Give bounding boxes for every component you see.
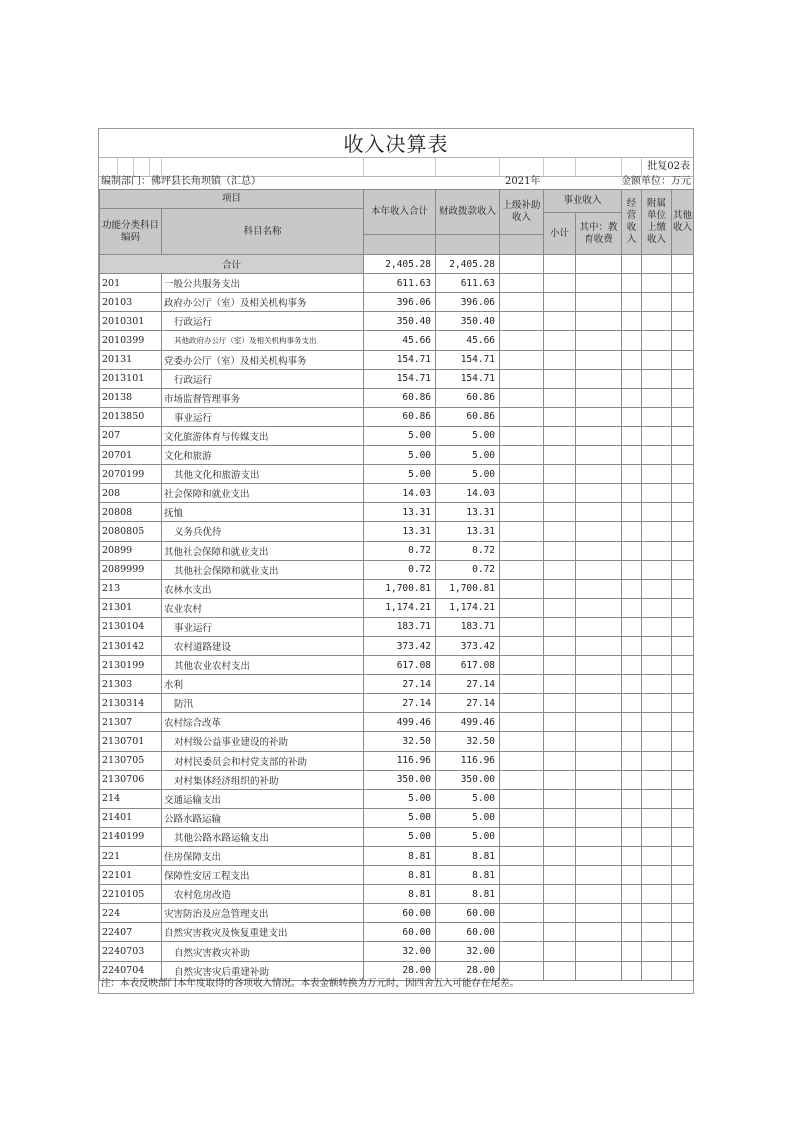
row-fiscal: 499.46: [436, 713, 500, 732]
row-total: 5.00: [364, 789, 436, 808]
table-row: [100, 866, 694, 885]
row-subject-name: 义务兵优待: [162, 522, 364, 541]
table-row: [100, 694, 694, 713]
row-fiscal: 60.86: [436, 388, 500, 407]
row-code: 2013101: [100, 369, 162, 388]
row-fiscal: 60.00: [436, 923, 500, 942]
row-total: 154.71: [364, 369, 436, 388]
row-fiscal: 5.00: [436, 827, 500, 846]
row-code: 22101: [100, 866, 162, 885]
row-total: 5.00: [364, 426, 436, 445]
page-title: 收入决算表: [343, 132, 449, 156]
row-subject-name: 一般公共服务支出: [162, 274, 364, 293]
table-row: [100, 713, 694, 732]
info-row: [99, 175, 693, 189]
row-code: 224: [100, 904, 162, 923]
table-row: [100, 293, 694, 312]
row-subject-name: 政府办公厅（室）及相关机构事务: [162, 293, 364, 312]
table-row: [100, 808, 694, 827]
row-subject-name: 交通运输支出: [162, 789, 364, 808]
row-fiscal: 32.50: [436, 732, 500, 751]
table-row: [100, 446, 694, 465]
row-subject-name: 其他政府办公厅（室）及相关机构事务支出: [162, 331, 364, 350]
row-total: 27.14: [364, 675, 436, 694]
table-row: [100, 426, 694, 445]
row-subject-name: 事业运行: [162, 407, 364, 426]
row-code: 2130705: [100, 751, 162, 770]
table-row: [100, 369, 694, 388]
row-subject-name: 抚恤: [162, 503, 364, 522]
row-total: 32.00: [364, 942, 436, 961]
row-fiscal: 611.63: [436, 274, 500, 293]
table-row: [100, 617, 694, 636]
row-code: 2013850: [100, 407, 162, 426]
total-label: 合计: [100, 255, 364, 274]
total-fiscal: 2,405.28: [436, 255, 500, 274]
row-subject-name: 农村综合改革: [162, 713, 364, 732]
row-total: 60.86: [364, 388, 436, 407]
row-fiscal: 60.86: [436, 407, 500, 426]
department-label: 编制部门：佛坪县长角坝镇（汇总）: [101, 176, 261, 187]
row-fiscal: 32.00: [436, 942, 500, 961]
row-total: 13.31: [364, 522, 436, 541]
row-total: 499.46: [364, 713, 436, 732]
row-code: 20103: [100, 293, 162, 312]
row-fiscal: 8.81: [436, 866, 500, 885]
row-total: 5.00: [364, 446, 436, 465]
row-fiscal: 5.00: [436, 789, 500, 808]
row-code: 20701: [100, 446, 162, 465]
table-row: [100, 312, 694, 331]
unit-label: 金额单位：万元: [621, 176, 691, 187]
row-subject-name: 保障性安居工程支出: [162, 866, 364, 885]
row-total: 5.00: [364, 808, 436, 827]
table-row: [100, 541, 694, 560]
row-code: 20808: [100, 503, 162, 522]
table-row: [100, 847, 694, 866]
table-row: [100, 942, 694, 961]
row-fiscal: 45.66: [436, 331, 500, 350]
row-code: 213: [100, 579, 162, 598]
row-fiscal: 154.71: [436, 369, 500, 388]
footnote: 注：本表反映部门本年度取得的各项收入情况。本表金额转换为万元时，因四舍五入可能存在尾差。: [101, 978, 520, 989]
row-total: 154.71: [364, 350, 436, 369]
table-row: [100, 388, 694, 407]
table-row: [100, 274, 694, 293]
row-subject-name: 灾害防治及应急管理支出: [162, 904, 364, 923]
row-code: 20899: [100, 541, 162, 560]
table-row: [100, 503, 694, 522]
table-row: [100, 331, 694, 350]
row-subject-name: 文化和旅游: [162, 446, 364, 465]
header-operating: 经营收入: [622, 190, 642, 255]
row-fiscal: 1,174.21: [436, 598, 500, 617]
row-code: 21401: [100, 808, 162, 827]
row-code: 2080805: [100, 522, 162, 541]
row-total: 8.81: [364, 847, 436, 866]
row-fiscal: 0.72: [436, 541, 500, 560]
row-fiscal: 60.00: [436, 904, 500, 923]
row-total: 617.08: [364, 656, 436, 675]
row-fiscal: 13.31: [436, 522, 500, 541]
row-subject-name: 防汛: [162, 694, 364, 713]
row-total: 60.00: [364, 904, 436, 923]
row-total: 32.50: [364, 732, 436, 751]
row-subject-name: 对村集体经济组织的补助: [162, 770, 364, 789]
row-total: 28.00: [364, 961, 436, 980]
row-fiscal: 373.42: [436, 636, 500, 655]
row-total: 14.03: [364, 484, 436, 503]
row-code: 207: [100, 426, 162, 445]
table-row: [100, 789, 694, 808]
header-business: 事业收入: [544, 190, 622, 213]
row-fiscal: 116.96: [436, 751, 500, 770]
row-subject-name: 行政运行: [162, 312, 364, 331]
row-code: 20138: [100, 388, 162, 407]
row-total: 45.66: [364, 331, 436, 350]
header-total: 本年收入合计: [364, 190, 436, 235]
row-total: 0.72: [364, 541, 436, 560]
row-subject-name: 市场监督管理事务: [162, 388, 364, 407]
row-code: 2140199: [100, 827, 162, 846]
row-total: 611.63: [364, 274, 436, 293]
row-code: 221: [100, 847, 162, 866]
row-subject-name: 其他文化和旅游支出: [162, 465, 364, 484]
year-label: 2021年: [505, 176, 541, 187]
row-total: 373.42: [364, 636, 436, 655]
row-total: 8.81: [364, 885, 436, 904]
row-fiscal: 13.31: [436, 503, 500, 522]
header-fiscal: 财政拨款收入: [436, 190, 500, 235]
header-other: 其他收入: [672, 190, 694, 255]
row-fiscal: 8.81: [436, 847, 500, 866]
row-subject-name: 农村危房改造: [162, 885, 364, 904]
row-total: 13.31: [364, 503, 436, 522]
row-total: 1,174.21: [364, 598, 436, 617]
table-row: [100, 885, 694, 904]
row-total: 396.06: [364, 293, 436, 312]
row-subject-name: 党委办公厅（室）及相关机构事务: [162, 350, 364, 369]
row-fiscal: 14.03: [436, 484, 500, 503]
row-code: 208: [100, 484, 162, 503]
header-subtotal: 小计: [544, 213, 576, 255]
row-total: 5.00: [364, 827, 436, 846]
row-subject-name: 自然灾害救灾补助: [162, 942, 364, 961]
form-code-row: [99, 157, 693, 177]
header-superior: 上级补助收入: [500, 190, 544, 235]
row-fiscal: 350.00: [436, 770, 500, 789]
total-amount: 2,405.28: [364, 255, 436, 274]
table-row: [100, 636, 694, 655]
row-code: 214: [100, 789, 162, 808]
row-fiscal: 396.06: [436, 293, 500, 312]
row-subject-name: 文化旅游体育与传媒支出: [162, 426, 364, 445]
row-fiscal: 183.71: [436, 617, 500, 636]
row-code: 2130104: [100, 617, 162, 636]
row-code: 21301: [100, 598, 162, 617]
header-subject: 科目名称: [162, 209, 364, 255]
table-row: [100, 675, 694, 694]
row-total: 183.71: [364, 617, 436, 636]
row-fiscal: 5.00: [436, 465, 500, 484]
row-subject-name: 其他公路水路运输支出: [162, 827, 364, 846]
table-row: [100, 904, 694, 923]
row-fiscal: 154.71: [436, 350, 500, 369]
table-row: [100, 407, 694, 426]
row-subject-name: 公路水路运输: [162, 808, 364, 827]
row-code: 2070199: [100, 465, 162, 484]
row-fiscal: 5.00: [436, 426, 500, 445]
row-code: 201: [100, 274, 162, 293]
row-subject-name: 其他社会保障和就业支出: [162, 560, 364, 579]
row-subject-name: 其他社会保障和就业支出: [162, 541, 364, 560]
table-row: [100, 350, 694, 369]
header-edu: 其中：教育收费: [576, 213, 622, 255]
row-total: 0.72: [364, 560, 436, 579]
table-header: [100, 190, 694, 255]
row-code: 2089999: [100, 560, 162, 579]
row-subject-name: 社会保障和就业支出: [162, 484, 364, 503]
row-total: 8.81: [364, 866, 436, 885]
table-row: [100, 751, 694, 770]
row-total: 116.96: [364, 751, 436, 770]
row-total: 5.00: [364, 465, 436, 484]
row-subject-name: 住房保障支出: [162, 847, 364, 866]
row-subject-name: 事业运行: [162, 617, 364, 636]
table-row: [100, 732, 694, 751]
row-fiscal: 1,700.81: [436, 579, 500, 598]
row-total: 350.40: [364, 312, 436, 331]
table-row: [100, 560, 694, 579]
table-row: [100, 579, 694, 598]
row-fiscal: 0.72: [436, 560, 500, 579]
row-subject-name: 行政运行: [162, 369, 364, 388]
row-total: 27.14: [364, 694, 436, 713]
row-subject-name: 农村道路建设: [162, 636, 364, 655]
row-total: 350.00: [364, 770, 436, 789]
row-code: 21307: [100, 713, 162, 732]
table-row: [100, 827, 694, 846]
row-subject-name: 对村民委员会和村党支部的补助: [162, 751, 364, 770]
row-code: 2130314: [100, 694, 162, 713]
row-total: 60.00: [364, 923, 436, 942]
table-row: [100, 770, 694, 789]
row-subject-name: 水利: [162, 675, 364, 694]
table-row: [100, 598, 694, 617]
row-code: 2130706: [100, 770, 162, 789]
row-fiscal: 5.00: [436, 446, 500, 465]
header-affiliated: 附属单位上缴收入: [642, 190, 672, 255]
form-number: 批复02表: [647, 161, 690, 172]
header-func-code: 功能分类科目编码: [100, 209, 162, 255]
table-row: [100, 465, 694, 484]
row-code: 2130701: [100, 732, 162, 751]
table-row: [100, 923, 694, 942]
table-row: [100, 656, 694, 675]
row-subject-name: 自然灾害救灾及恢复重建支出: [162, 923, 364, 942]
row-code: 2130142: [100, 636, 162, 655]
income-statement-sheet: [98, 128, 694, 994]
table-row: [100, 484, 694, 503]
row-code: 20131: [100, 350, 162, 369]
row-total: 1,700.81: [364, 579, 436, 598]
row-subject-name: 农林水支出: [162, 579, 364, 598]
row-total: 60.86: [364, 407, 436, 426]
row-fiscal: 8.81: [436, 885, 500, 904]
row-code: 2240704: [100, 961, 162, 980]
row-code: 21303: [100, 675, 162, 694]
row-fiscal: 27.14: [436, 675, 500, 694]
table-row: [100, 522, 694, 541]
income-table: [99, 189, 694, 981]
header-project: 项目: [100, 190, 364, 209]
row-subject-name: 对村级公益事业建设的补助: [162, 732, 364, 751]
row-code: 2010399: [100, 331, 162, 350]
row-code: 2210105: [100, 885, 162, 904]
row-fiscal: 350.40: [436, 312, 500, 331]
row-code: 2130199: [100, 656, 162, 675]
row-code: 2010301: [100, 312, 162, 331]
row-fiscal: 28.00: [436, 961, 500, 980]
total-row: [100, 255, 694, 274]
row-subject-name: 农业农村: [162, 598, 364, 617]
row-code: 22407: [100, 923, 162, 942]
row-subject-name: 自然灾害灾后重建补助: [162, 961, 364, 980]
table-body: [100, 255, 694, 981]
row-fiscal: 5.00: [436, 808, 500, 827]
row-code: 2240703: [100, 942, 162, 961]
row-fiscal: 617.08: [436, 656, 500, 675]
row-subject-name: 其他农业农村支出: [162, 656, 364, 675]
row-fiscal: 27.14: [436, 694, 500, 713]
